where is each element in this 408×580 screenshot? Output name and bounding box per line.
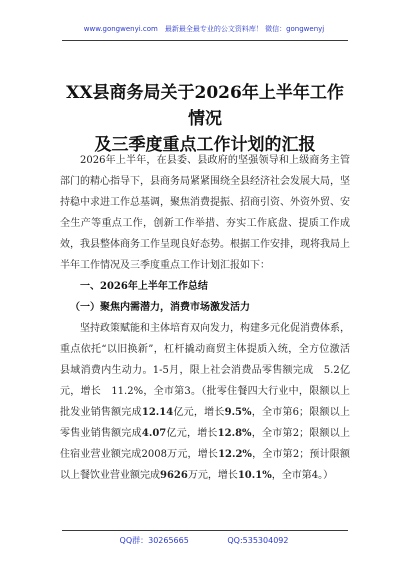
- body-paragraph: [60, 318, 350, 486]
- footer-qq-group: QQ群：30265665: [119, 536, 189, 545]
- footer-contact: [0, 535, 408, 546]
- subsection-heading-1: （一）聚焦内需潜力，消费市场激发活力: [70, 302, 250, 313]
- header-banner: www.gongwenyi.com 最新最全最专业的公文资料库！ 微信：gongwenyj: [83, 25, 325, 33]
- body-text-4: 亿元，增长: [166, 428, 218, 439]
- intro-paragraph: 2026年上半年，在县委、县政府的坚强领导和上级商务主管部门的精心指导下，县商务局紧紧围绕全县经济社会发展大局，坚持稳中求进工作总基调，聚焦消费提振、招商引资、外资外贸、安全生产等重点工作，创新工作举措、夯实工作底盘、提质工作成效，我县整体商务工作呈现良好态势。根据工作安排，现将我局上半年工作情况及三季度重点工作计划汇报如下：: [60, 155, 350, 271]
- body-number-2: 9.5%: [224, 407, 252, 418]
- footer-divider: [62, 530, 348, 531]
- body-number-4: 12.8%: [217, 428, 252, 439]
- body-number-3: 4.07: [141, 428, 167, 439]
- body-text-2: 亿元，增长: [173, 407, 225, 418]
- section-heading-1: 一、2026年上半年工作总结: [80, 281, 208, 292]
- document-title: [60, 80, 350, 158]
- title-line-1: XX县商务局关于2026年上半年工作情况: [66, 83, 344, 129]
- body-text-1: 坚持政策赋能和主体培育双向发力，构建多元化促消费体系，重点依托“以旧换新”，杠杆撬动商贸主体提质入统，全方位激活县域消费内生动力。1-5月，限上社会消费品零售额完成 5.2亿元，增长 11.2%，全市第3。（批零住餐四大行业中，限额以上批发业销售额完成: [60, 323, 350, 418]
- body-number-6: 9626: [160, 470, 188, 481]
- body-number-1: 12.14: [141, 407, 174, 418]
- body-text-3: ，全市第6；限额以上零售业销售额完成: [60, 407, 350, 439]
- footer-qq-number: QQ:535304092: [227, 536, 289, 545]
- header-divider: [62, 40, 348, 41]
- body-number-7: 10.1%: [237, 470, 272, 481]
- body-text-6: ，全市第2；预计限额以上餐饮业营业额完成: [60, 449, 350, 481]
- body-text-8: ，全市第4。）: [271, 470, 334, 481]
- title-line-2: 及三季度重点工作计划的汇报: [94, 135, 316, 155]
- document-body: [60, 150, 350, 486]
- body-text-5: ，全市第2；限额以上住宿业营业额完成2008万元，增长: [60, 428, 351, 460]
- body-text-7: 万元，增长: [187, 470, 238, 481]
- body-number-5: 12.2%: [218, 449, 252, 460]
